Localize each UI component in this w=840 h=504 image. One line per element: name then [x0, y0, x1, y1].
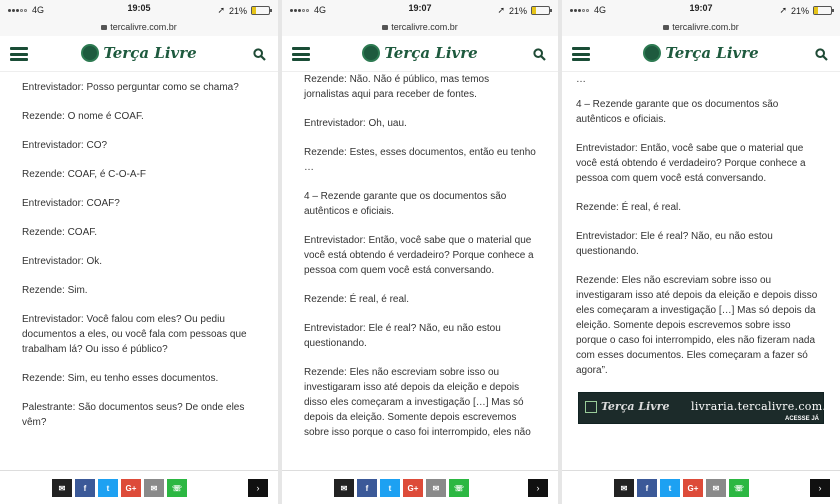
banner-logo-text: Terça Livre — [601, 400, 670, 413]
carrier-label: 4G — [32, 5, 45, 15]
next-article-button[interactable]: › — [528, 479, 548, 497]
battery-percent: 21% — [228, 5, 247, 16]
battery-icon — [251, 6, 270, 15]
paragraph: … — [576, 74, 586, 85]
site-header — [0, 36, 278, 72]
whatsapp-share-button[interactable]: ☏ — [449, 479, 469, 497]
google-plus-share-button[interactable]: G+ — [683, 479, 703, 497]
next-article-button[interactable]: › — [248, 479, 268, 497]
paragraph: Rezende: Sim, eu tenho esses documentos. — [22, 373, 219, 384]
globe-icon — [643, 44, 661, 62]
google-plus-share-button[interactable]: G+ — [403, 479, 423, 497]
paragraph: Entrevistador: Você falou com eles? Ou pediu documentos a eles, ou você fala com pessoas que trabalham lá? Ou isso é público? — [22, 314, 247, 355]
twitter-share-button[interactable]: t — [380, 479, 400, 497]
comment-button[interactable]: ✉ — [52, 479, 72, 497]
site-logo[interactable] — [562, 44, 840, 62]
phone-screen-1 — [0, 0, 278, 504]
facebook-share-button[interactable]: f — [357, 479, 377, 497]
email-share-button[interactable]: ✉ — [144, 479, 164, 497]
google-plus-share-button[interactable]: G+ — [121, 479, 141, 497]
paragraph: Rezende: É real, é real. — [576, 202, 682, 213]
bookstore-banner[interactable] — [578, 392, 840, 424]
paragraph: Entrevistador: Ok. — [22, 256, 103, 267]
battery-icon — [531, 6, 550, 15]
article-body — [0, 72, 278, 430]
lock-icon — [101, 25, 107, 30]
whatsapp-share-button[interactable]: ☏ — [729, 479, 749, 497]
twitter-share-button[interactable]: t — [98, 479, 118, 497]
paragraph: Rezende: Eles não escreviam sobre isso ou investigaram isso até depois da eleição e depois disso eles começaram a investigação […] Mas só depois da eleição. Somente depois escrevemos sobre isso porque o caso foi interrompido, eles não fizeram nada com esses documentos. Eles começaram a fazer só agora”. — [576, 275, 818, 376]
email-share-button[interactable]: ✉ — [426, 479, 446, 497]
address-bar[interactable] — [0, 22, 278, 36]
site-header — [282, 36, 558, 72]
location-icon: ➚ — [497, 5, 505, 15]
battery-percent: 21% — [790, 5, 809, 16]
banner-cta: ACESSE JÁ — [784, 416, 819, 422]
comment-button[interactable]: ✉ — [614, 479, 634, 497]
lock-icon — [382, 25, 388, 30]
paragraph: Rezende: Não. Não é público, mas temos jornalistas aqui para receber de fontes. — [304, 74, 490, 100]
banner-logo — [585, 400, 669, 413]
url-text: tercalivre.com.br — [110, 22, 177, 32]
paragraph: 4 – Rezende garante que os documentos são autênticos e oficiais. — [576, 99, 779, 125]
twitter-share-button[interactable]: t — [660, 479, 680, 497]
share-bar — [282, 470, 558, 504]
address-bar[interactable] — [562, 22, 840, 36]
site-logo[interactable] — [282, 44, 558, 62]
location-icon: ➚ — [217, 5, 225, 15]
paragraph: Rezende: Sim. — [22, 285, 88, 296]
paragraph: Entrevistador: Oh, uau. — [304, 118, 407, 129]
search-icon[interactable] — [253, 48, 266, 61]
share-bar — [562, 470, 840, 504]
paragraph: Entrevistador: Então, você sabe que o material que você está obtendo é verdadeiro? Porque conhece a pessoa com quem você está conversando. — [576, 143, 806, 184]
share-bar — [0, 470, 278, 504]
paragraph: Entrevistador: Então, você sabe que o material que você está obtendo é verdadeiro? Porque conhece a pessoa com quem você está conversando. — [304, 235, 534, 276]
paragraph: 4 – Rezende garante que os documentos são autênticos e oficiais. — [304, 191, 507, 217]
comment-button[interactable]: ✉ — [334, 479, 354, 497]
paragraph: Rezende: O nome é COAF. — [22, 111, 144, 122]
paragraph: Entrevistador: Ele é real? Não, eu não estou questionando. — [304, 323, 501, 349]
lock-icon — [663, 25, 669, 30]
status-bar — [562, 0, 840, 22]
paragraph: Rezende: Eles não escreviam sobre isso ou investigaram isso até depois da eleição e depois disso eles começaram a investigação […] Mas só depois da eleição. Somente depois escrevemos sobre isso porque o caso foi interrompido, eles não — [304, 367, 531, 438]
banner-url: livraria.tercalivre.com.br — [691, 400, 840, 413]
paragraph: Rezende: COAF. — [22, 227, 98, 238]
paragraph: Rezende: COAF, é C-O-A-F — [22, 169, 146, 180]
search-icon[interactable] — [815, 48, 828, 61]
clock: 19:07 — [689, 3, 713, 13]
search-icon[interactable] — [533, 48, 546, 61]
paragraph: Entrevistador: COAF? — [22, 198, 120, 209]
paragraph: Entrevistador: Ele é real? Não, eu não estou questionando. — [576, 231, 773, 257]
clock: 19:05 — [127, 3, 151, 13]
url-text: tercalivre.com.br — [391, 22, 458, 32]
carrier-label: 4G — [314, 5, 327, 15]
status-bar — [0, 0, 278, 22]
site-logo[interactable] — [0, 44, 278, 62]
location-icon: ➚ — [779, 5, 787, 15]
paragraph: Entrevistador: Posso perguntar como se chama? — [22, 82, 239, 93]
logo-text: Terça Livre — [384, 44, 478, 62]
globe-icon — [81, 44, 99, 62]
globe-icon — [362, 44, 380, 62]
next-article-button[interactable]: › — [810, 479, 830, 497]
battery-icon — [813, 6, 832, 15]
paragraph: Rezende: Estes, esses documentos, então eu tenho … — [304, 147, 536, 173]
article-body — [282, 72, 558, 440]
battery-percent: 21% — [508, 5, 527, 16]
email-share-button[interactable]: ✉ — [706, 479, 726, 497]
book-icon — [585, 401, 597, 413]
status-bar — [282, 0, 558, 22]
address-bar[interactable] — [282, 22, 558, 36]
url-text: tercalivre.com.br — [672, 22, 739, 32]
phone-screen-2 — [282, 0, 558, 504]
clock: 19:07 — [408, 3, 432, 13]
paragraph: Palestrante: São documentos seus? De onde eles vêm? — [22, 402, 245, 428]
facebook-share-button[interactable]: f — [637, 479, 657, 497]
site-header — [562, 36, 840, 72]
paragraph: Rezende: É real, é real. — [304, 294, 410, 305]
paragraph: Entrevistador: CO? — [22, 140, 108, 151]
phone-screen-3 — [562, 0, 840, 504]
article-body — [562, 72, 840, 378]
facebook-share-button[interactable]: f — [75, 479, 95, 497]
logo-text: Terça Livre — [665, 44, 759, 62]
carrier-label: 4G — [594, 5, 607, 15]
logo-text: Terça Livre — [103, 44, 197, 62]
whatsapp-share-button[interactable]: ☏ — [167, 479, 187, 497]
